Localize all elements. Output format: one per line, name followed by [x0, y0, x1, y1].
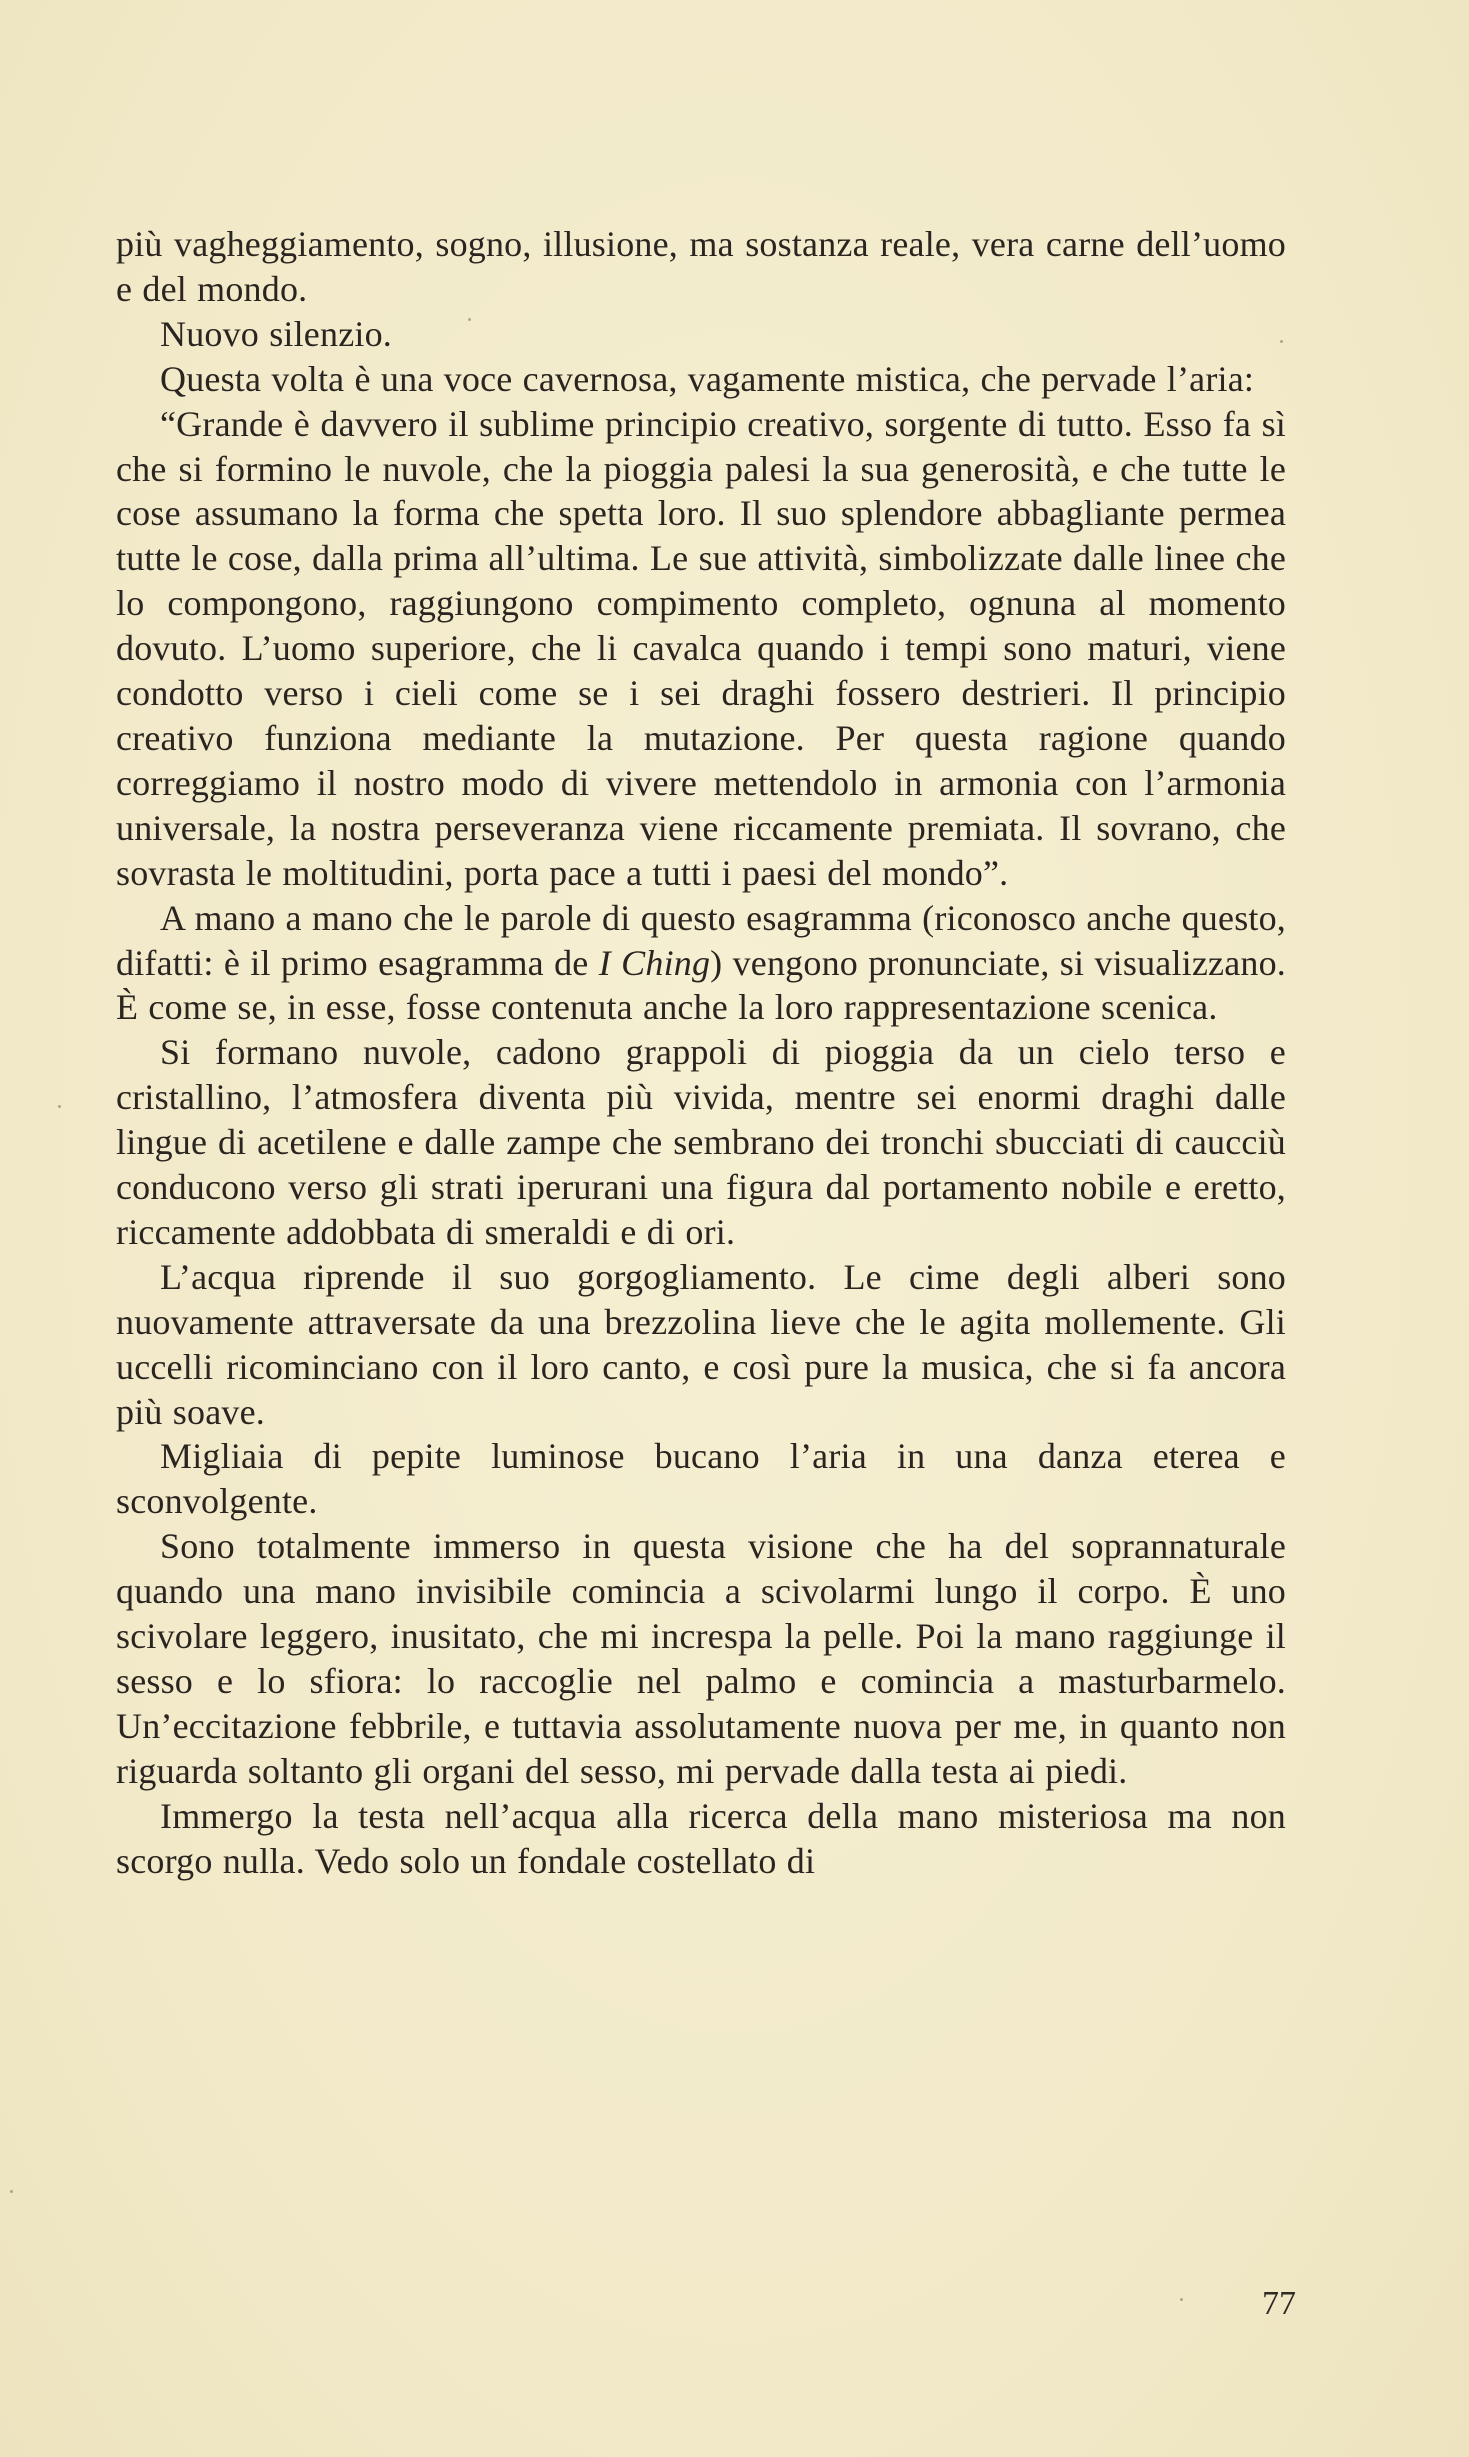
- paragraph-6: Si formano nuvole, cadono grappoli di pioggia da un cielo terso e cristallino, l’atmosfera diventa più vivida, mentre sei enormi draghi dalle lingue di acetilene e dalle zampe che sembrano dei tronchi sbucciati di caucciù conducono verso gli strati iperurani una figura dal portamento nobile e eretto, riccamente addobbata di smeraldi e di ori.: [116, 1032, 1286, 1252]
- paragraph-5-text-after: ) vengono pronunciate, si visualizzano. È come se, in esse, fosse contenuta anche la loro rappresentazione scenica.: [116, 942, 1286, 1028]
- paragraph-8: Migliaia di pepite luminose bucano l’aria in una danza eterea e sconvolgente.: [116, 1436, 1286, 1522]
- page-number: 77: [1262, 2285, 1296, 2322]
- paragraph-4-quote: “Grande è davvero il sublime principio creativo, sorgente di tutto. Esso fa sì che si formino le nuvole, che la pioggia palesi la sua generosità, e che tutte le cose assumano la forma che spetta loro. Il suo splendore abbagliante permea tutte le cose, dalla prima all’ultima. Le sue attività, simbolizzate dalle linee che lo compongono, raggiungono compimento completo, ognuna al momento dovuto. L’uomo superiore, che li cavalca quando i tempi sono maturi, viene condotto verso i cieli come se i sei draghi fossero destrieri. Il principio creativo funziona mediante la mutazione. Per questa ragione quando correggiamo il nostro modo di vivere mettendolo in armonia con l’armonia universale, la nostra perseveranza viene riccamente premiata. Il sovrano, che sovrasta le moltitudini, porta pace a tutti i paesi del mondo”.: [116, 403, 1286, 893]
- paragraph-5: [116, 896, 1286, 1031]
- paragraph-9: Sono totalmente immerso in questa visione che ha del soprannaturale quando una mano invisibile comincia a scivolarmi lungo il corpo. È uno scivolare leggero, inusitato, che mi increspa la pelle. Poi la mano raggiunge il sesso e lo sfiora: lo raccoglie nel palmo e comincia a masturbarmelo. Un’eccitazione febbrile, e tuttavia assolutamente nuova per me, in quanto non riguarda soltanto gli organi del sesso, mi pervade dalla testa ai piedi.: [116, 1526, 1286, 1791]
- paragraph-3: Questa volta è una voce cavernosa, vagamente mistica, che pervade l’aria:: [160, 358, 1255, 399]
- paragraph-7: L’acqua riprende il suo gorgogliamento. Le cime degli alberi sono nuovamente attraversate da una brezzolina lieve che le agita mollemente. Gli uccelli ricominciano con il loro canto, e così pure la musica, che si fa ancora più soave.: [116, 1256, 1286, 1432]
- print-speck: [1280, 340, 1283, 343]
- print-speck: [10, 2190, 13, 2193]
- paragraph-5-text-before: A mano a mano che le parole di questo esagramma (riconosco anche questo, difatti: è il primo esagramma de: [116, 897, 1286, 983]
- print-speck: [468, 318, 471, 321]
- paragraph-1: più vagheggiamento, sogno, illusione, ma sostanza reale, vera carne dell’uomo e del mondo.: [116, 224, 1286, 309]
- print-speck: [58, 1105, 61, 1108]
- paragraph-10: Immergo la testa nell’acqua alla ricerca della mano misteriosa ma non scorgo nulla. Vedo solo un fondale costellato di: [116, 1795, 1286, 1881]
- paragraph-2: Nuovo silenzio.: [160, 313, 392, 354]
- body-text: [116, 222, 1286, 1884]
- print-speck: [1180, 2298, 1183, 2301]
- book-title-i-ching: I Ching: [598, 942, 711, 983]
